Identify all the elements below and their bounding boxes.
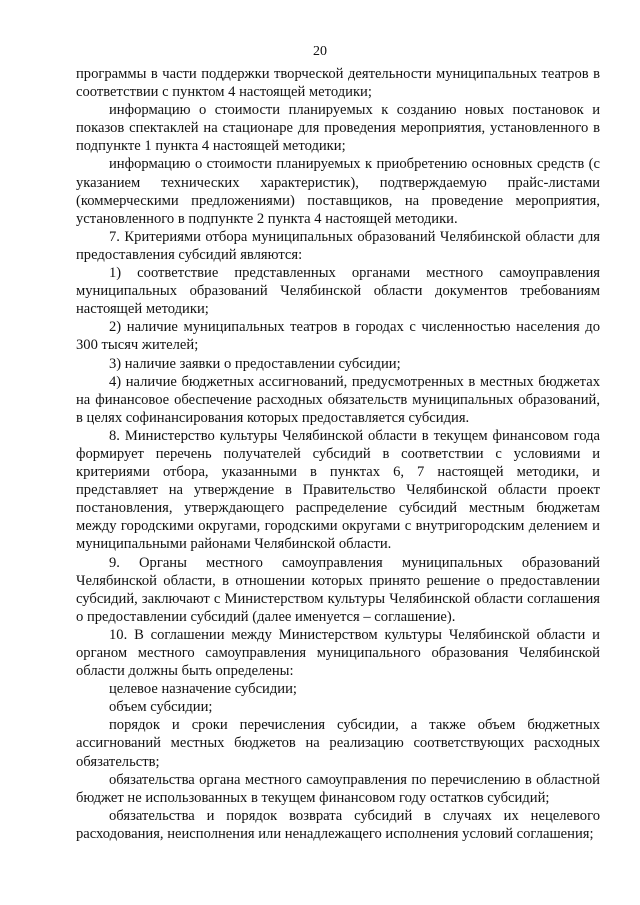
paragraph: 10. В соглашении между Министерством культуры Челябинской области и органом местного самоуправления муниципального образования Челябинской области должны быть определены:: [76, 626, 600, 680]
page-number: 20: [313, 44, 327, 59]
paragraph: 9. Органы местного самоуправления муниципальных образований Челябинской области, в отношении которых принято решение о предоставлении субсидий, заключают с Министерством культуры Челябинской области соглашения о предоставлении субсидий (далее именуется – соглашение).: [76, 554, 600, 625]
paragraph: 2) наличие муниципальных театров в городах с численностью населения до 300 тысяч жителей;: [76, 319, 600, 354]
paragraph: обязательства органа местного самоуправления по перечислению в областной бюджет не использованных в текущем финансовом году остатков субсидий;: [76, 771, 600, 806]
document-body: [76, 65, 600, 843]
paragraph: целевое назначение субсидии;: [109, 681, 297, 698]
paragraph: 7. Критериями отбора муниципальных образований Челябинской области для предоставления субсидий являются:: [76, 228, 600, 263]
paragraph: 3) наличие заявки о предоставлении субсидии;: [109, 355, 401, 372]
paragraph: порядок и сроки перечисления субсидии, а также объем бюджетных ассигнований местных бюджетов на реализацию соответствующих расходных обязательств;: [76, 717, 600, 770]
paragraph: 1) соответствие представленных органами местного самоуправления муниципальных образований Челябинской области документов требованиям настоящей методики;: [76, 265, 600, 318]
paragraph: обязательства и порядок возврата субсидий в случаях их нецелевого расходования, неисполнения или ненадлежащего исполнения условий соглашения;: [76, 807, 600, 842]
paragraph: программы в части поддержки творческой деятельности муниципальных театров в соответствии с пунктом 4 настоящей методики;: [76, 66, 600, 101]
paragraph: объем субсидии;: [109, 699, 213, 716]
paragraph: информацию о стоимости планируемых к созданию новых постановок и показов спектаклей на стационаре для проведения мероприятия, установленного в подпункте 1 пункта 4 настоящей методики;: [76, 102, 600, 155]
paragraph: 8. Министерство культуры Челябинской области в текущем финансовом года формирует перечень получателей субсидий в соответствии с условиями и критериями отбора, указанными в пунктах 6, 7 настоящей методики, и представляет на утверждение в Правительство Челябинской области проект постановления, утверждающего распределение субсидий местным бюджетам между городскими округами, городскими округами с внутригородским делением и муниципальными районами Челябинской области.: [76, 427, 600, 553]
paragraph: информацию о стоимости планируемых к приобретению основных средств (с указанием технических характеристик), подтверждаемую прайс-листами (коммерческими предложениями) поставщиков, на проведение мероприятия, установленного в подпункте 2 пункта 4 настоящей методики.: [76, 156, 600, 227]
paragraph: 4) наличие бюджетных ассигнований, предусмотренных в местных бюджетах на финансовое обеспечение расходных обязательств муниципальных образований, в целях софинансирования которых предоставляется субсидия.: [76, 373, 600, 426]
